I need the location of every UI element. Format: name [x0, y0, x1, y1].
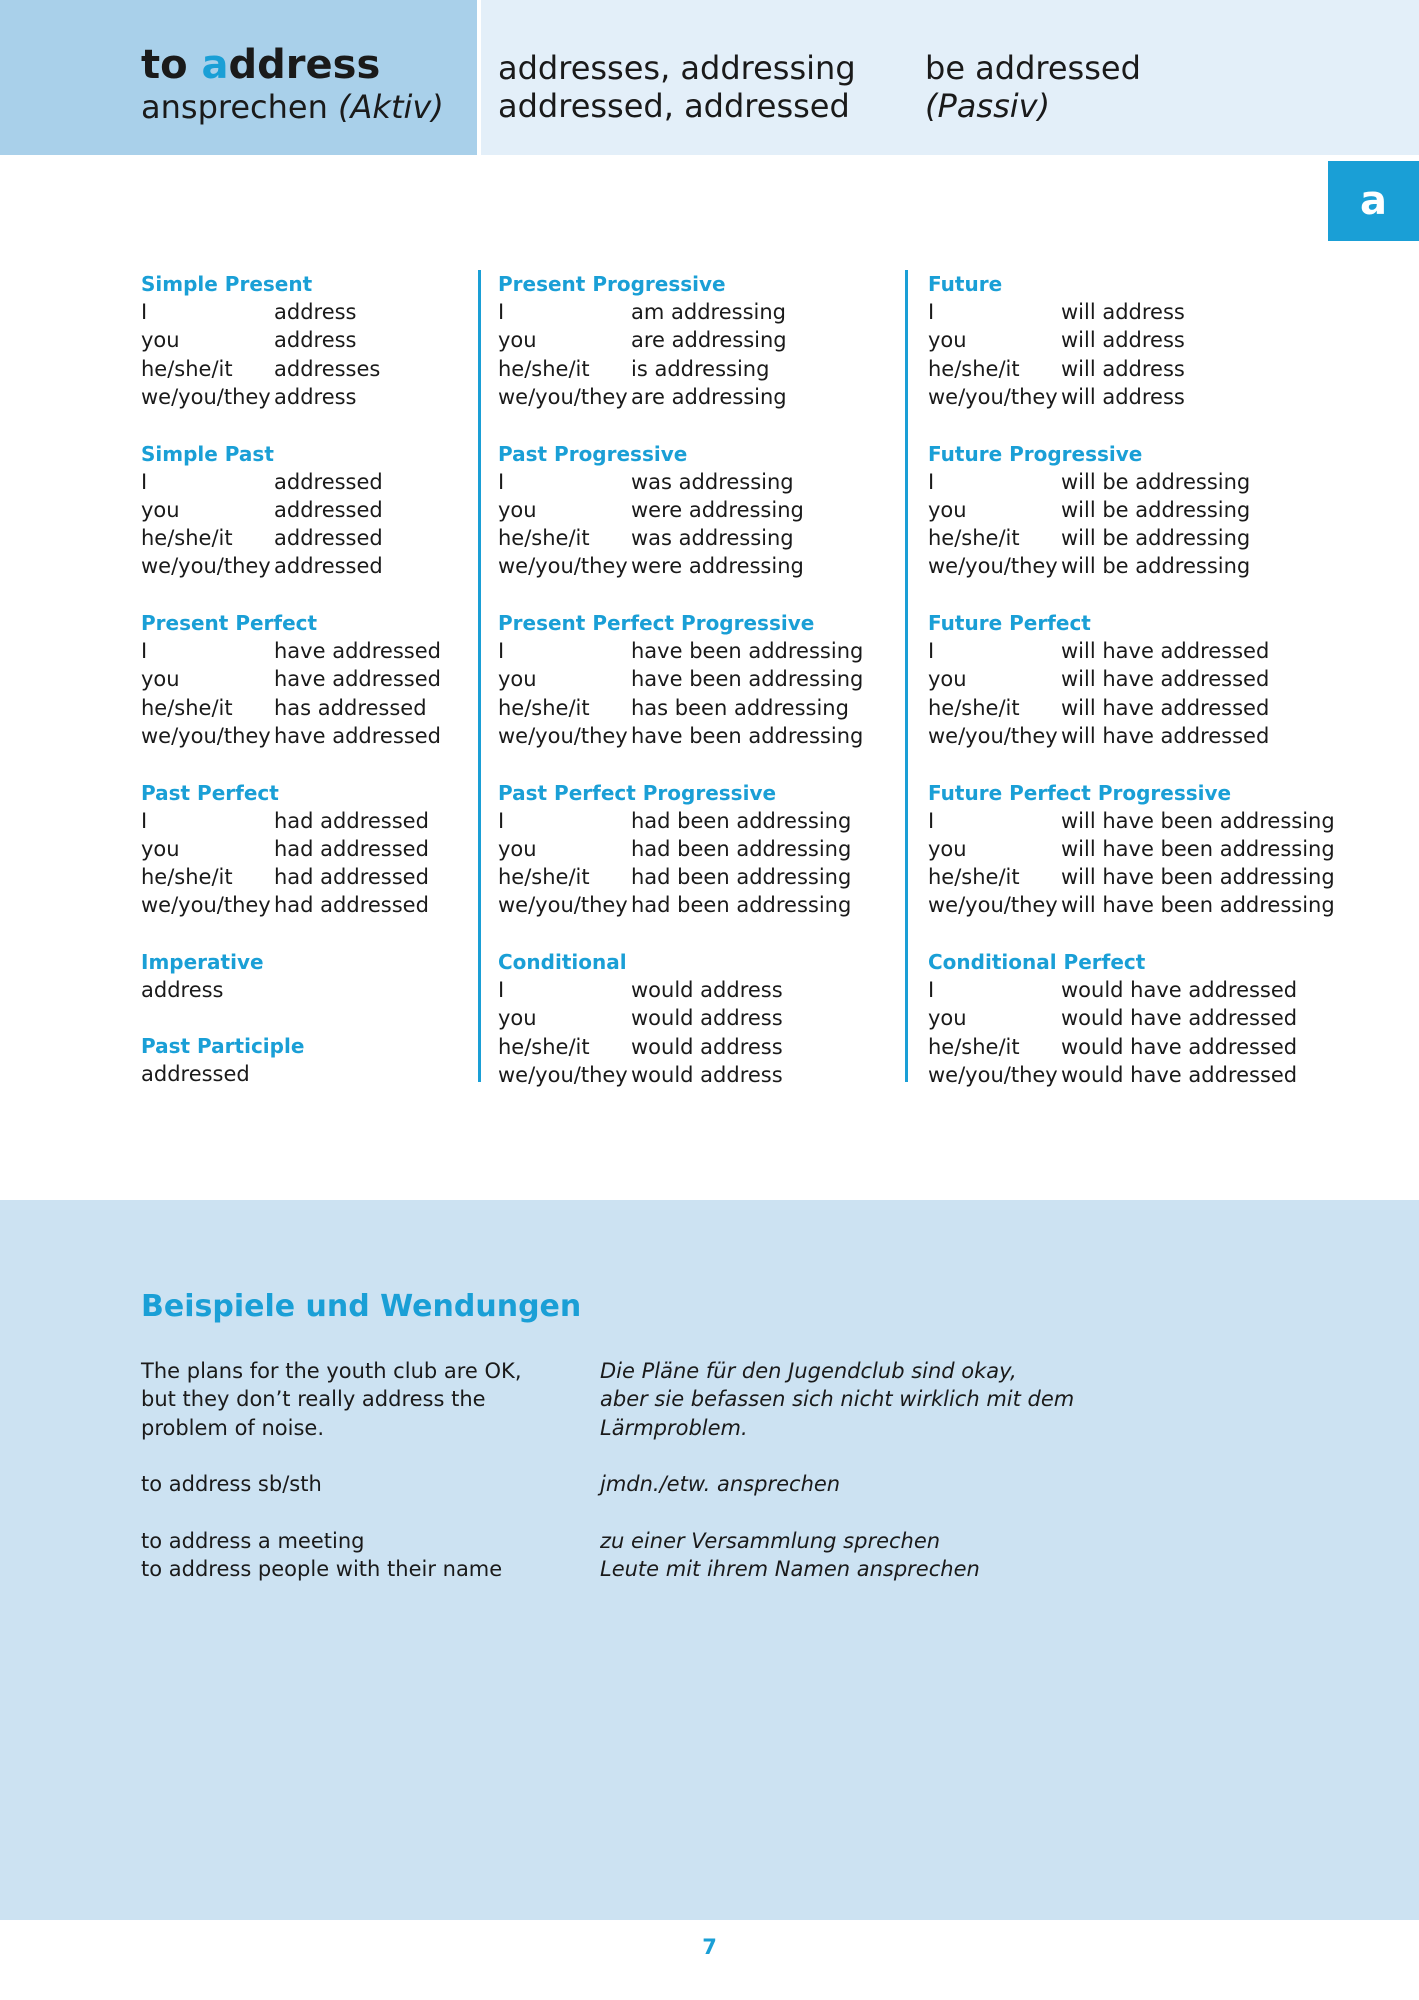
verb-form: address [274, 328, 357, 353]
pronoun: we/you/they [928, 1062, 1058, 1087]
passive-line-2: (Passiv) [925, 87, 1051, 125]
verb-form: will have addressed [1061, 667, 1270, 692]
pronoun: we/you/they [141, 893, 271, 918]
conjugation-row [928, 355, 1348, 383]
verb-form: would have addressed [1061, 1034, 1298, 1059]
example-german [600, 1470, 840, 1498]
conjugation-row [141, 326, 471, 354]
conjugation-row [141, 355, 471, 383]
example-line: but they don’t really address the [141, 1387, 486, 1412]
conjugation-row [928, 496, 1348, 524]
pronoun: I [928, 469, 935, 494]
pronoun: I [498, 978, 505, 1002]
verb-form: address [274, 300, 357, 324]
verb-form: have been addressing [631, 667, 864, 692]
conjugation-row [498, 496, 918, 524]
pronoun: I [928, 300, 935, 324]
imperative-block [141, 948, 471, 1032]
conjugation-row [498, 1004, 918, 1032]
tense-name: Future Perfect [928, 611, 1091, 635]
verb-form: addressed [274, 497, 383, 522]
conjugation-row [141, 891, 471, 919]
pronoun: we/you/they [928, 893, 1058, 918]
tense-name: Simple Past [141, 441, 274, 466]
tense-name: Past Progressive [498, 441, 688, 466]
verb-form: have been addressing [631, 639, 864, 663]
conjugation-row [141, 383, 471, 411]
conjugation-row [141, 468, 471, 496]
pronoun: he/she/it [928, 695, 1020, 720]
example-line: problem of noise. [141, 1415, 325, 1440]
conjugation-column-2 [478, 270, 918, 1087]
pronoun: I [498, 300, 505, 324]
tense-name: Simple Present [141, 272, 313, 296]
conjugation-row [141, 665, 471, 693]
verb-form: had been addressing [631, 865, 852, 890]
verb-form: had been addressing [631, 836, 852, 861]
conjugation-row [141, 496, 471, 524]
conjugation-row [928, 722, 1348, 750]
conjugation-row [498, 665, 918, 693]
verb-form: had addressed [274, 836, 429, 861]
verb-form: will have been addressing [1061, 893, 1335, 918]
verb-form: would have addressed [1061, 1006, 1298, 1031]
example-line: The plans for the youth club are OK, [141, 1359, 522, 1383]
tense-name: Past Participle [141, 1034, 305, 1058]
verb-forms [498, 49, 856, 125]
forms-line-2: addressed, addressed [498, 87, 850, 125]
verb-form: has addressed [274, 695, 427, 720]
conjugation-row [141, 694, 471, 722]
pronoun: we/you/they [141, 554, 271, 579]
verb-form: will address [1061, 356, 1185, 381]
example-line: Leute mit ihrem Namen ansprechen [600, 1557, 980, 1582]
tense-block [498, 779, 918, 949]
verb-form: was addressing [631, 526, 794, 551]
pronoun: we/you/they [498, 554, 628, 579]
verb-form: will address [1061, 328, 1185, 353]
verb-form: addressed [141, 1062, 250, 1086]
conjugation-row [928, 298, 1348, 326]
verb-form: were addressing [631, 497, 804, 522]
pronoun: he/she/it [498, 356, 590, 381]
conjugation-row [498, 1033, 918, 1061]
conjugation-row [498, 637, 918, 665]
pronoun: you [498, 497, 537, 522]
example-german [600, 1357, 1074, 1442]
pronoun: you [141, 328, 180, 353]
verb-title [141, 42, 380, 88]
pronoun: he/she/it [141, 865, 233, 890]
conjugation-row [498, 326, 918, 354]
translation-voice: (Aktiv) [338, 88, 444, 126]
pronoun: you [498, 836, 537, 861]
pronoun: I [928, 978, 935, 1002]
pronoun: he/she/it [498, 695, 590, 720]
conjugation-row [498, 863, 918, 891]
pronoun: I [928, 808, 935, 833]
passive-line-1: be addressed [925, 49, 1141, 87]
passive-forms [925, 49, 1141, 125]
verb-form: were addressing [631, 554, 804, 579]
example-english [141, 1470, 322, 1498]
tense-name: Future [928, 272, 1003, 296]
verb-form: will have addressed [1061, 695, 1270, 720]
pronoun: I [498, 808, 505, 833]
pronoun: I [498, 639, 505, 663]
tense-block [928, 779, 1348, 949]
verb-form: addressed [274, 554, 383, 579]
forms-line-1: addresses, addressing [498, 49, 856, 87]
verb-form: are addressing [631, 328, 787, 353]
pronoun: you [498, 667, 537, 692]
pronoun: I [141, 808, 148, 833]
verb-form: will have been addressing [1061, 836, 1335, 861]
verb-form: will be addressing [1061, 526, 1251, 551]
verb-form: was addressing [631, 469, 794, 494]
pronoun: he/she/it [498, 526, 590, 551]
verb-form: will address [1061, 300, 1185, 324]
pronoun: we/you/they [141, 723, 271, 748]
example-line: Die Pläne für den Jugendclub sind okay, [600, 1359, 1017, 1383]
verb-form: will have addressed [1061, 723, 1270, 748]
pronoun: you [928, 1006, 967, 1031]
example-line: Lärmproblem. [600, 1415, 748, 1440]
verb-rest: ddress [228, 42, 381, 88]
conjugation-row [928, 863, 1348, 891]
tense-block [498, 948, 918, 1118]
verb-form: addressed [274, 526, 383, 551]
conjugation-row [928, 524, 1348, 552]
tense-name: Conditional Perfect [928, 950, 1146, 974]
pronoun: we/you/they [141, 384, 271, 409]
conjugation-row [141, 863, 471, 891]
tense-name: Present Perfect [141, 611, 318, 635]
conjugation-row [498, 383, 918, 411]
conjugation-row [141, 835, 471, 863]
tense-name: Future Perfect Progressive [928, 780, 1232, 805]
verb-form: would address [631, 1034, 783, 1059]
pronoun: I [928, 639, 935, 663]
pronoun: he/she/it [498, 1034, 590, 1059]
pronoun: he/she/it [928, 1034, 1020, 1059]
conjugation-row [498, 722, 918, 750]
conjugation-row [928, 665, 1348, 693]
conjugation-column-1 [141, 270, 471, 1116]
example-english [141, 1357, 522, 1442]
conjugation-row [498, 891, 918, 919]
conjugation-row [928, 891, 1348, 919]
tense-name: Past Perfect [141, 780, 279, 805]
tense-name: Imperative [141, 950, 264, 974]
tense-block [498, 609, 918, 779]
verb-form: had been addressing [631, 893, 852, 918]
conjugation-row [141, 807, 471, 835]
pronoun: he/she/it [498, 865, 590, 890]
pronoun: you [141, 497, 180, 522]
past-participle-block [141, 1032, 471, 1116]
conjugation-row [498, 355, 918, 383]
page-number: 7 [702, 1935, 717, 1959]
example-english [141, 1527, 502, 1584]
verb-form: had been addressing [631, 808, 852, 833]
conjugation-row [498, 694, 918, 722]
example-line: to address sb/sth [141, 1472, 322, 1496]
pronoun: he/she/it [141, 356, 233, 381]
verb-form: have addressed [274, 667, 441, 692]
verb-form: addressed [274, 469, 383, 494]
verb-form: had addressed [274, 808, 429, 833]
conjugation-row [928, 835, 1348, 863]
verb-form: am addressing [631, 300, 786, 324]
verb-form: will have addressed [1061, 639, 1270, 663]
pronoun: he/she/it [928, 865, 1020, 890]
conjugation-row [928, 976, 1348, 1004]
example-line: jmdn./etw. ansprechen [600, 1472, 841, 1496]
pronoun: I [498, 469, 505, 494]
tense-name: Future Progressive [928, 441, 1143, 466]
verb-form: have addressed [274, 639, 441, 663]
conjugation-row [498, 976, 918, 1004]
verb-form: will be addressing [1061, 554, 1251, 579]
letter-index-tab[interactable]: a [1328, 161, 1419, 241]
pronoun: we/you/they [928, 723, 1058, 748]
pronoun: you [928, 328, 967, 353]
examples-title: Beispiele und Wendungen [141, 1289, 582, 1324]
translation-text: ansprechen [141, 88, 328, 126]
conjugation-row [498, 524, 918, 552]
pronoun: we/you/they [928, 384, 1058, 409]
verb-form: would address [631, 978, 783, 1002]
pronoun: we/you/they [498, 384, 628, 409]
tense-name: Present Progressive [498, 272, 726, 296]
verb-form: have addressed [274, 723, 441, 748]
pronoun: I [141, 300, 148, 324]
verb-form: will have been addressing [1061, 865, 1335, 890]
conjugation-row [928, 552, 1348, 580]
verb-form: is addressing [631, 356, 770, 381]
pronoun: he/she/it [141, 526, 233, 551]
conjugation-row [141, 722, 471, 750]
conjugation-column-3 [905, 270, 1348, 1087]
conjugation-row [928, 694, 1348, 722]
verb-form: would address [631, 1062, 783, 1087]
conjugation-row [928, 468, 1348, 496]
example-line: to address a meeting [141, 1529, 365, 1553]
conjugation-row [928, 1004, 1348, 1032]
pronoun: we/you/they [498, 1062, 628, 1087]
conjugation-row [141, 637, 471, 665]
example-line: to address people with their name [141, 1557, 503, 1582]
pronoun: you [141, 667, 180, 692]
verb-form: has been addressing [631, 695, 849, 720]
conjugation-row [928, 1033, 1348, 1061]
pronoun: I [141, 639, 148, 663]
tense-block [498, 440, 918, 610]
conjugation-row [141, 298, 471, 326]
example-german [600, 1527, 980, 1584]
verb-form: will be addressing [1061, 469, 1251, 494]
conjugation-row [498, 807, 918, 835]
pronoun: you [141, 836, 180, 861]
verb-accent-letter: a [201, 42, 229, 88]
tense-block [928, 609, 1348, 779]
pronoun: you [928, 497, 967, 522]
pronoun: we/you/they [498, 723, 628, 748]
pronoun: you [498, 1006, 537, 1031]
verb-form: address [274, 384, 357, 409]
verb-form: will be addressing [1061, 497, 1251, 522]
conjugation-row [141, 524, 471, 552]
pronoun: you [498, 328, 537, 353]
verb-translation [141, 88, 444, 126]
verb-form: would address [631, 1006, 783, 1031]
conjugation-row [498, 468, 918, 496]
tense-name: Conditional [498, 950, 627, 974]
pronoun: we/you/they [928, 554, 1058, 579]
verb-form: will have been addressing [1061, 808, 1335, 833]
conjugation-row [498, 298, 918, 326]
verb-prefix: to [141, 42, 202, 88]
verb-form: would have addressed [1061, 978, 1298, 1002]
pronoun: we/you/they [498, 893, 628, 918]
conjugation-row [498, 835, 918, 863]
tense-block [928, 948, 1348, 1118]
tense-name: Present Perfect Progressive [498, 611, 815, 635]
tense-block [141, 609, 471, 779]
conjugation-row [498, 1061, 918, 1089]
verb-form: addresses [274, 356, 381, 381]
example-line: zu einer Versammlung sprechen [600, 1529, 941, 1553]
verb-form: have been addressing [631, 723, 864, 748]
conjugation-row [928, 326, 1348, 354]
pronoun: you [928, 836, 967, 861]
conjugation-row [141, 552, 471, 580]
tense-block [498, 270, 918, 440]
verb-form: had addressed [274, 865, 429, 890]
verb-form: had addressed [274, 893, 429, 918]
tense-block [141, 440, 471, 610]
conjugation-row [498, 552, 918, 580]
tense-block [141, 270, 471, 440]
conjugation-row [928, 807, 1348, 835]
tense-block [141, 779, 471, 949]
pronoun: he/she/it [141, 695, 233, 720]
pronoun: you [928, 667, 967, 692]
conjugation-row [928, 1061, 1348, 1089]
pronoun: he/she/it [928, 356, 1020, 381]
example-line: aber sie befassen sich nicht wirklich mit dem [600, 1387, 1075, 1412]
tense-block [928, 270, 1348, 440]
conjugation-row [928, 637, 1348, 665]
conjugation-row [928, 383, 1348, 411]
verb-form: address [141, 978, 224, 1002]
pronoun: he/she/it [928, 526, 1020, 551]
verb-form: are addressing [631, 384, 787, 409]
verb-form: would have addressed [1061, 1062, 1298, 1087]
verb-form: will address [1061, 384, 1185, 409]
tense-name: Past Perfect Progressive [498, 780, 777, 805]
pronoun: I [141, 469, 148, 494]
tense-block [928, 440, 1348, 610]
